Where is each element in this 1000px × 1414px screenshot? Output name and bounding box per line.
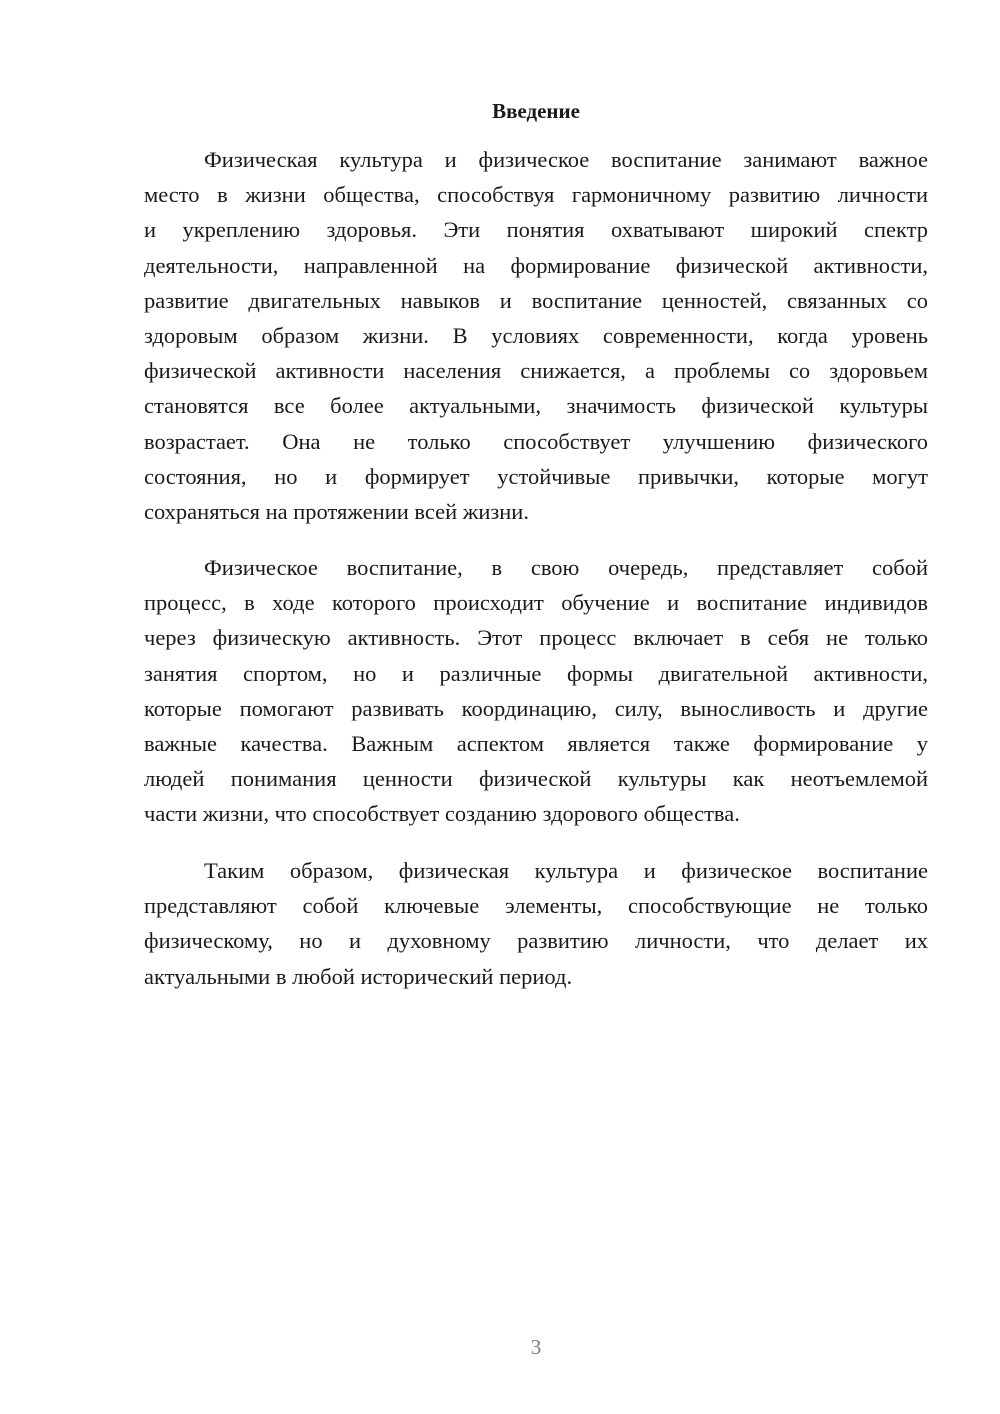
text-line: Таким образом, физическая культура и физическое воспитание: [204, 858, 928, 883]
text-line: место в жизни общества, способствуя гармоничному развитию личности: [144, 182, 928, 208]
text-line: людей понимания ценности физической культуры как неотъемлемой: [144, 766, 928, 792]
paragraph-physical-education: [144, 550, 928, 832]
text-line: состояния, но и формирует устойчивые привычки, которые могут: [144, 463, 928, 489]
text-line: развитие двигательных навыков и воспитание ценностей, связанных со: [144, 287, 928, 313]
text-line: физическому, но и духовному развитию личности, что делает их: [144, 928, 928, 954]
paragraph-conclusion: [144, 853, 928, 994]
text-line: Физическое воспитание, в свою очередь, представляет собой: [204, 555, 928, 580]
text-line: сохраняться на протяжении всей жизни.: [144, 498, 529, 524]
text-line: важные качества. Важным аспектом является также формирование у: [144, 730, 928, 756]
text-line: актуальными в любой исторический период.: [144, 963, 573, 989]
paragraph-intro: [144, 142, 928, 529]
text-line: и укреплению здоровья. Эти понятия охватывают широкий спектр: [144, 217, 928, 243]
text-line: здоровым образом жизни. В условиях современности, когда уровень: [144, 322, 928, 348]
page-number: 3: [530, 1335, 542, 1359]
section-title: Введение: [492, 99, 580, 123]
text-line: возрастает. Она не только способствует улучшению физического: [144, 428, 928, 454]
text-line: Физическая культура и физическое воспитание занимают важное: [204, 147, 928, 172]
text-line: физической активности населения снижается, а проблемы со здоровьем: [144, 358, 928, 384]
text-line: становятся все более актуальными, значимость физической культуры: [144, 393, 928, 419]
text-line: части жизни, что способствует созданию здорового общества.: [144, 801, 740, 827]
text-line: деятельности, направленной на формирование физической активности,: [144, 252, 928, 278]
text-line: представляют собой ключевые элементы, способствующие не только: [144, 893, 928, 919]
text-line: которые помогают развивать координацию, силу, выносливость и другие: [144, 695, 928, 721]
text-line: процесс, в ходе которого происходит обучение и воспитание индивидов: [144, 590, 928, 616]
text-line: занятия спортом, но и различные формы двигательной активности,: [144, 660, 928, 686]
text-line: через физическую активность. Этот процесс включает в себя не только: [144, 625, 928, 651]
